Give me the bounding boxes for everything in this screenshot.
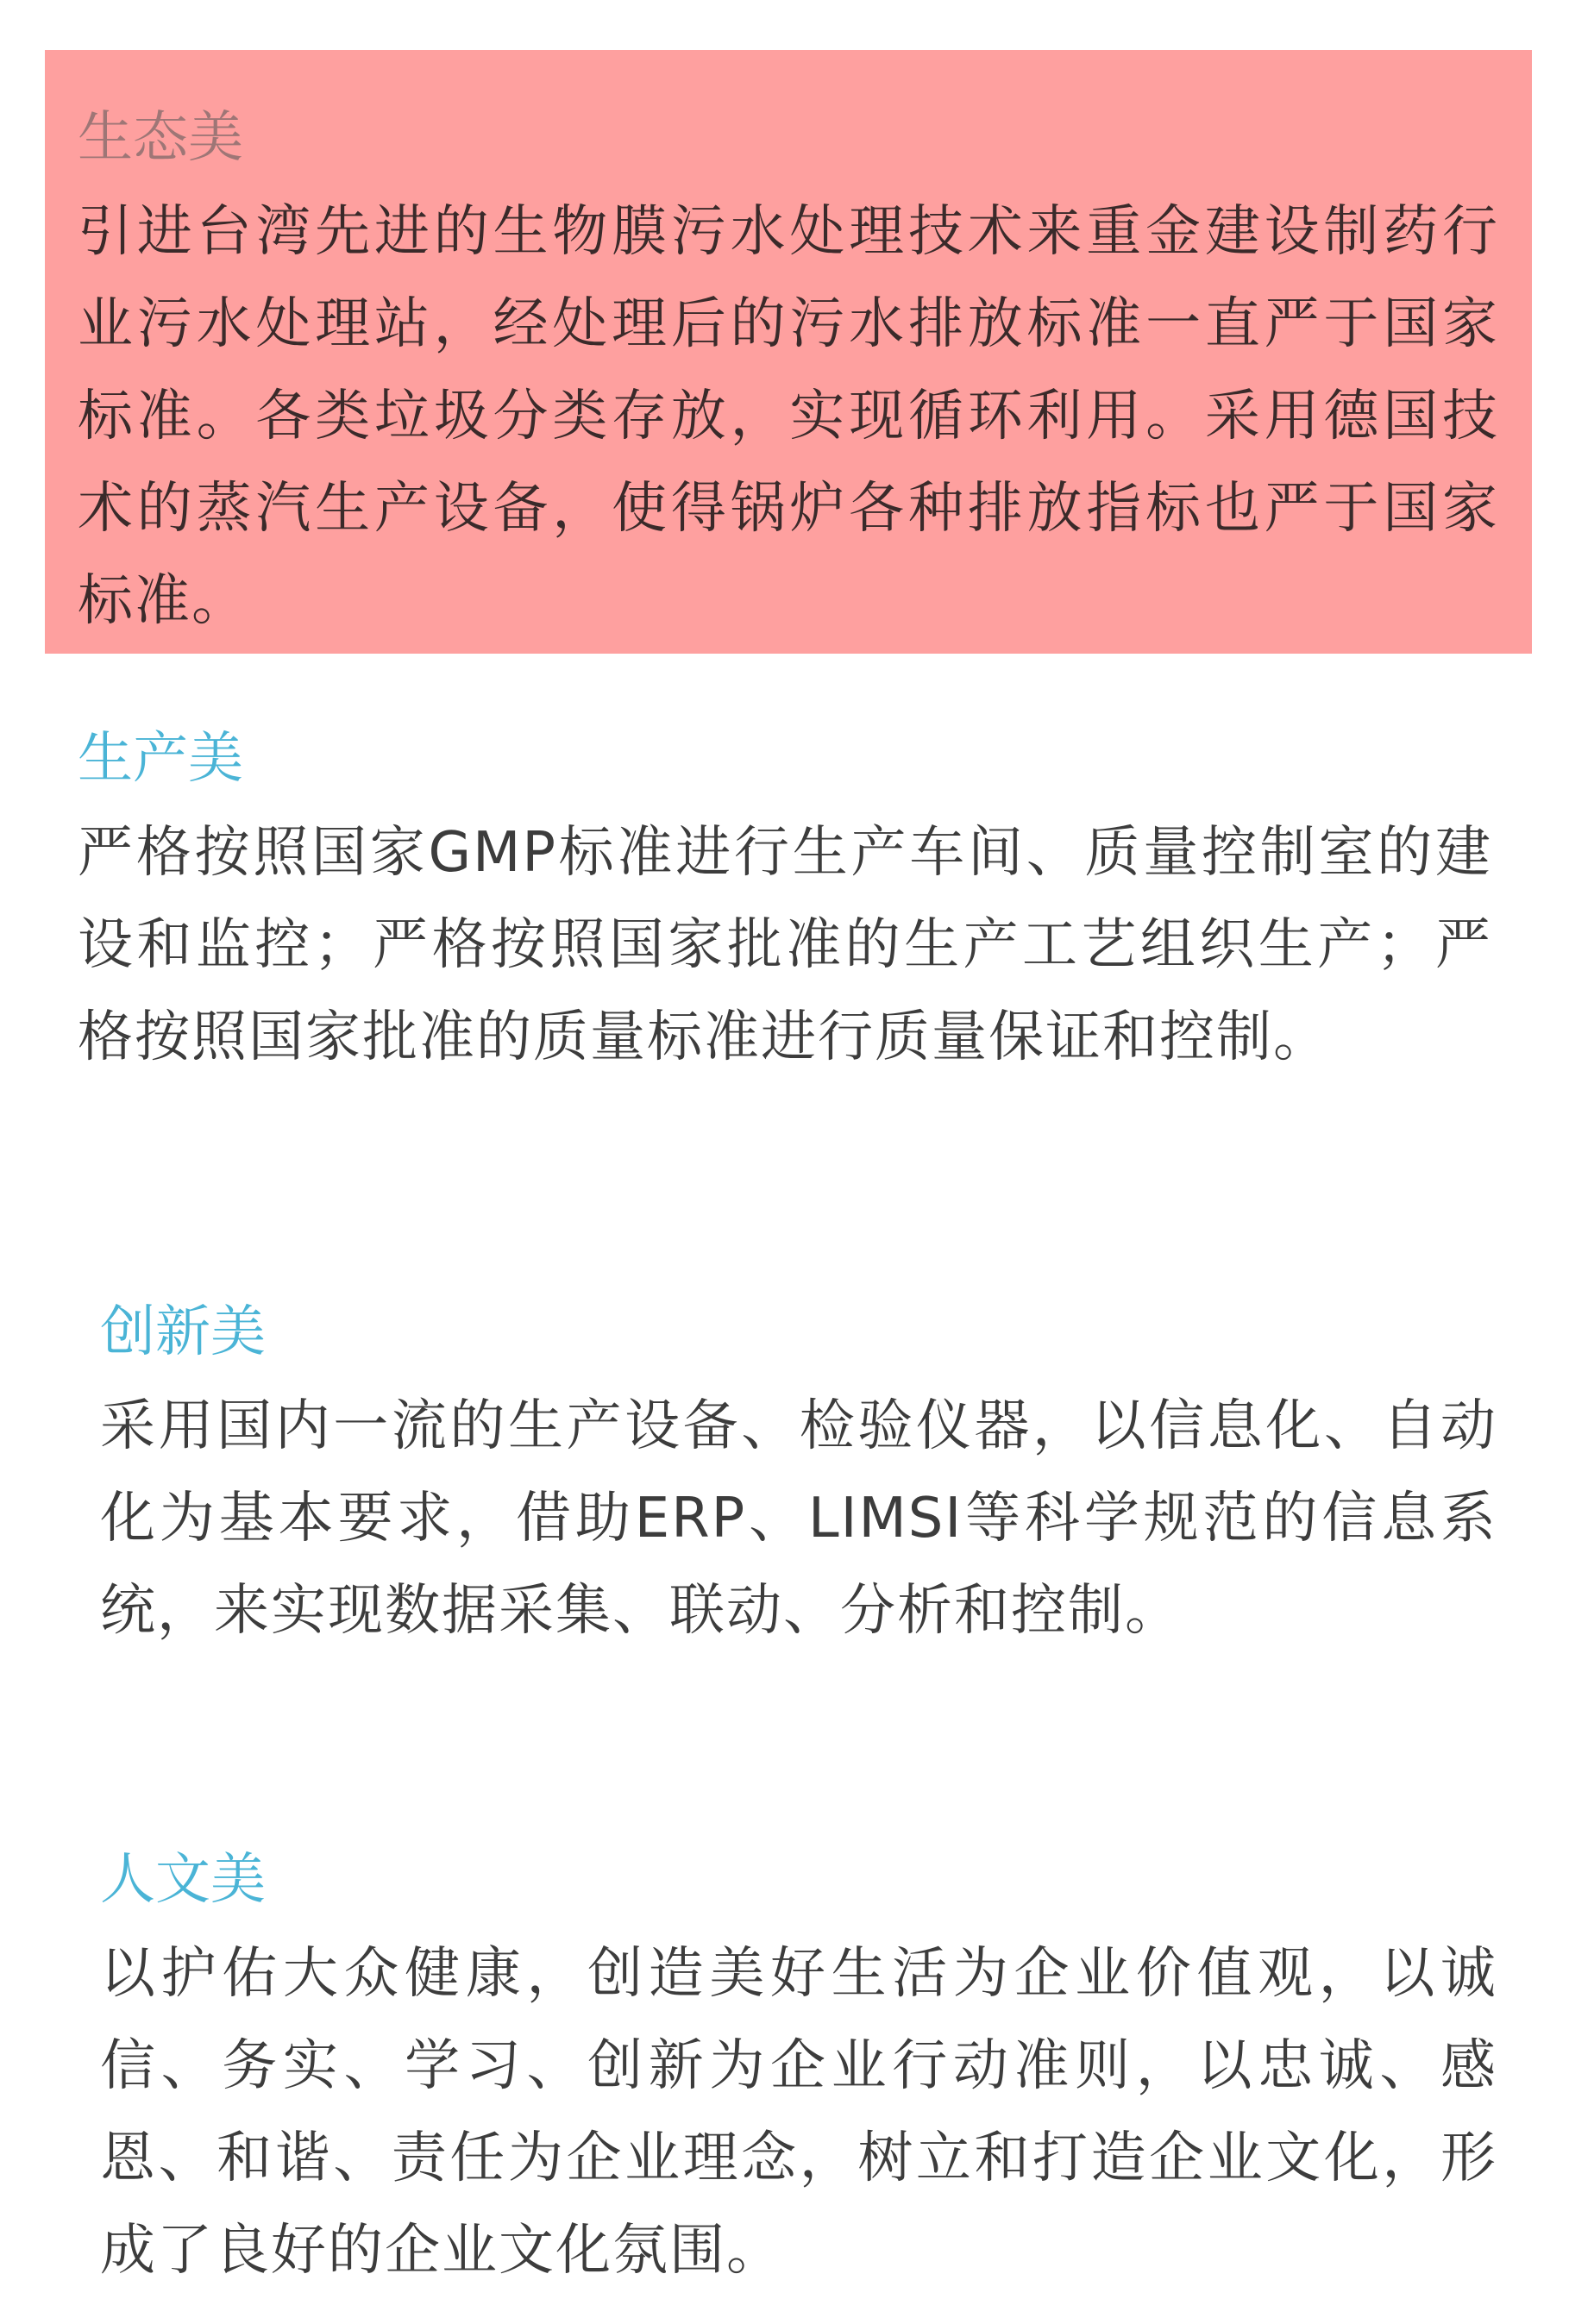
section-humanity: [100, 1845, 1497, 2297]
section-title: 人文美: [100, 1848, 266, 1912]
section-title: 生产美: [78, 727, 243, 791]
section-innovation: [100, 1298, 1497, 1657]
section-title: 创新美: [100, 1300, 266, 1364]
section-ecology: [45, 50, 1532, 654]
section-body: 以护佑大众健康，创造美好生活为企业价值观，以诚信、务实、学习、创新为企业行动准则，以忠诚、感恩、和谐、责任为企业理念，树立和打造企业文化，形成了良好的企业文化氛围。: [100, 1942, 1497, 2283]
section-production: [78, 724, 1492, 1084]
section-body: 采用国内一流的生产设备、检验仪器，以信息化、自动化为基本要求，借助ERP、LIMSI等科学规范的信息系统，来实现数据采集、联动、分析和控制。: [100, 1394, 1497, 1643]
section-title: 生态美: [78, 106, 243, 170]
section-body: 严格按照国家GMP标准进行生产车间、质量控制室的建设和监控；严格按照国家批准的生产工艺组织生产；严格按照国家批准的质量标准进行质量保证和控制。: [78, 821, 1492, 1069]
section-body: 引进台湾先进的生物膜污水处理技术来重金建设制药行业污水处理站，经处理后的污水排放标准一直严于国家标准。各类垃圾分类存放，实现循环利用。采用德国技术的蒸汽生产设备，使得锅炉各种排放指标也严于国家标准。: [78, 200, 1499, 633]
